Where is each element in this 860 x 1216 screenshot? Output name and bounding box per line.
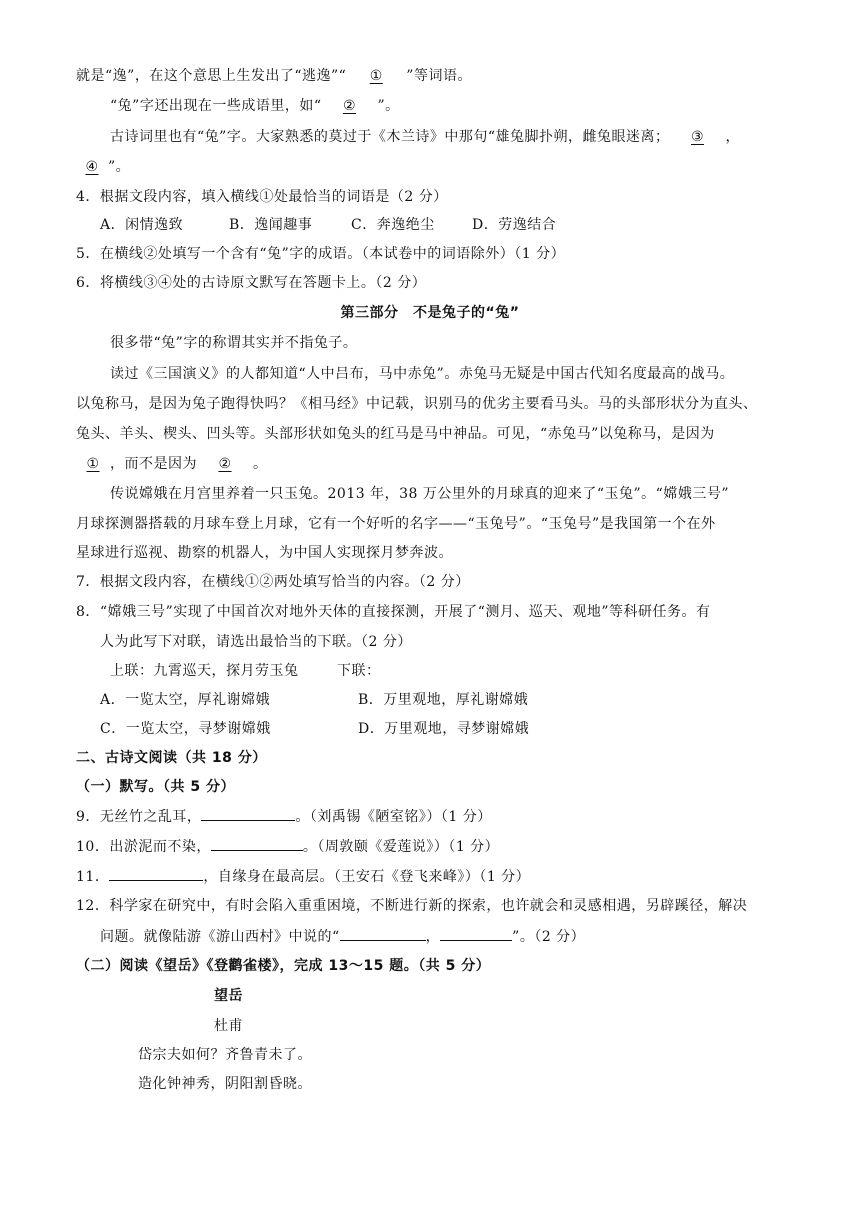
passage-line: 传说嫦娥在月宫里养着一只玉兔。2013 年，38 万公里外的月球真的迎来了“玉兔”。“嫦娥三号” — [110, 486, 729, 502]
part3-title: 第三部分 不是兔子的“兔” — [340, 305, 520, 321]
question-12: 问题。就像陆游《游山西村》中说的“ ， ”。（2 分） — [100, 926, 585, 947]
question-8-stem: 人为此写下对联，请选出最恰当的下联。（2 分） — [100, 634, 412, 650]
q8-option-a: A．一览太空，厚礼谢嫦娥 — [100, 692, 271, 708]
blank-4: ④ — [85, 159, 99, 175]
passage-line: 星球进行巡视、勘察的机器人，为中国人实现探月梦奔波。 — [76, 545, 453, 561]
question-4-stem: 4．根据文段内容，填入横线①处最恰当的词语是（2 分） — [76, 189, 448, 205]
passage-line: 很多带“兔”字的称谓其实并不指兔子。 — [110, 335, 358, 351]
q4-option-a: A．闲情逸致 — [100, 217, 184, 233]
blank-part3-1: ① — [86, 456, 100, 472]
passage-line: 月球探测器搭载的月球车登上月球，它有一个好听的名字——“玉兔号”。“玉兔号”是我国第一个在外 — [76, 516, 716, 532]
answer-blank[interactable] — [340, 926, 426, 941]
couplet-lower-label: 下联： — [337, 663, 381, 679]
question-8-stem: 8．“嫦娥三号”实现了中国首次对地外天体的直接探测，开展了“测月、巡天、观地”等科研任务。有 — [76, 604, 711, 620]
section-2-sub2: （二）阅读《望岳》《登鹳雀楼》，完成 13～15 题。（共 5 分） — [76, 958, 491, 974]
passage-line: ① ，而不是因为 ② 。 — [76, 454, 268, 474]
question-11: 11． ，自缘身在最高层。（王安石《登飞来峰》）（1 分） — [76, 866, 530, 887]
poem-line: 岱宗夫如何？齐鲁青未了。 — [138, 1047, 312, 1063]
answer-blank[interactable] — [211, 836, 303, 851]
question-10: 10．出淤泥而不染， 。（周敦颐《爱莲说》）（1 分） — [76, 836, 499, 857]
passage-line: “兔”字还出现在一些成语里，如“ ② ”。 — [110, 98, 400, 114]
section-2-sub1: （一）默写。（共 5 分） — [76, 779, 235, 795]
q4-option-d: D．劳逸结合 — [472, 217, 557, 233]
section-2-title: 二、古诗文阅读（共 18 分） — [76, 750, 267, 766]
blank-2: ② — [342, 98, 357, 114]
blank-1: ① — [369, 68, 383, 84]
answer-blank[interactable] — [440, 926, 512, 941]
blank-3: ③ — [690, 129, 705, 145]
poem-title: 望岳 — [214, 988, 243, 1004]
q4-option-b: B．逸闻趣事 — [229, 217, 313, 233]
q8-option-b: B．万里观地，厚礼谢嫦娥 — [358, 692, 529, 708]
question-5-stem: 5．在横线②处填写一个含有“兔”字的成语。（本试卷中的词语除外）（1 分） — [76, 246, 566, 262]
couplet-upper: 上联：九霄巡天，探月劳玉兔 — [110, 663, 299, 679]
passage-line: 就是“逸”，在这个意思上生发出了“逃逸”“ ① ”等词语。 — [76, 68, 472, 84]
q8-option-d: D．万里观地，寻梦谢嫦娥 — [358, 721, 530, 737]
question-9: 9．无丝竹之乱耳， 。（刘禹锡《陋室铭》）（1 分） — [76, 806, 492, 827]
poem-author: 杜甫 — [214, 1018, 243, 1034]
passage-line: ④ ”。 — [76, 157, 130, 177]
question-6-stem: 6．将横线③④处的古诗原文默写在答题卡上。（2 分） — [76, 275, 427, 291]
answer-blank[interactable] — [109, 866, 203, 881]
passage-line: 读过《三国演义》的人都知道“人中吕布，马中赤兔”。赤兔马无疑是中国古代知名度最高的战马。 — [110, 366, 735, 382]
answer-blank[interactable] — [201, 806, 295, 821]
question-7-stem: 7．根据文段内容，在横线①②两处填写恰当的内容。（2 分） — [76, 574, 470, 590]
question-12: 12．科学家在研究中，有时会陷入重重困境，不断进行新的探索，也许就会和灵感相遇，另辟蹊径，解决 — [76, 898, 748, 914]
poem-line: 造化钟神秀，阴阳割昏晓。 — [138, 1076, 312, 1092]
q4-option-c: C．奔逸绝尘 — [351, 217, 435, 233]
passage-line: 古诗词里也有“兔”字。大家熟悉的莫过于《木兰诗》中那句“雄兔脚扑朔，雌兔眼迷离； ③ ， — [110, 129, 740, 145]
q8-option-c: C．一览太空，寻梦谢嫦娥 — [100, 721, 271, 737]
passage-line: 以兔称马，是因为兔子跑得快吗？《相马经》中记载，识别马的优劣主要看马头。马的头部形状分为直头、 — [76, 396, 758, 412]
blank-part3-2: ② — [218, 456, 232, 472]
passage-line: 兔头、羊头、楔头、凹头等。头部形状如兔头的红马是马中神品。可见，“赤兔马”以兔称马，是因为 — [76, 426, 715, 442]
